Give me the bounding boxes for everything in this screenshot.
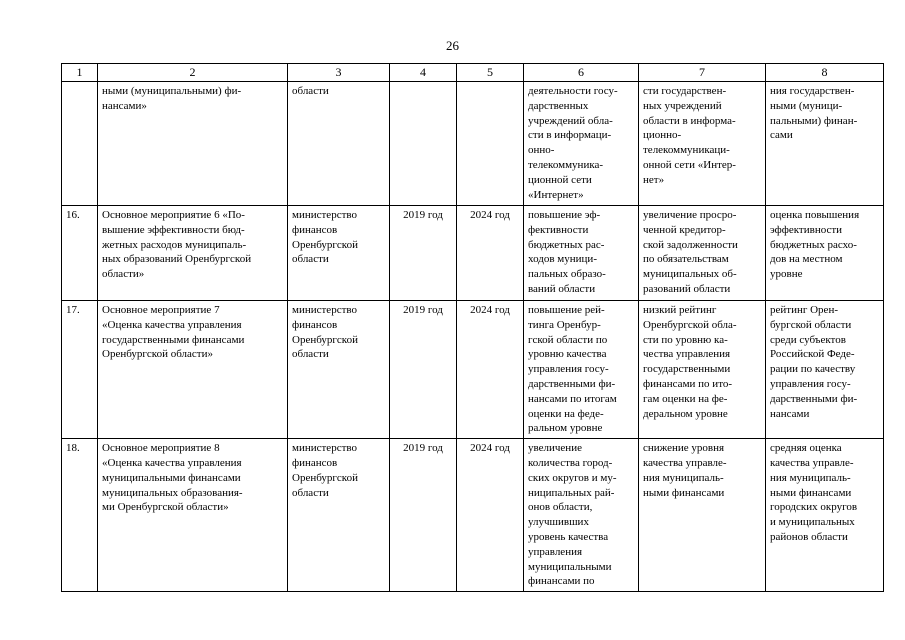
executor: министерство финансов Оренбургской области	[288, 439, 390, 592]
consequence: низкий рейтинг Оренбургской обла- сти по уровню ка- чества управления государственными финансами по ито- гам оценки на фе- деральном уровне	[639, 301, 766, 439]
indicator: оценка повышения эффективности бюджетных расхо- дов на местном уровне	[766, 206, 884, 301]
expected-result: повышение эф- фективности бюджетных рас- ходов муници- пальных образо- ваний области	[524, 206, 639, 301]
consequence: снижение уровня качества управле- ния муниципаль- ными финансами	[639, 439, 766, 592]
column-header: 6	[524, 64, 639, 82]
consequence: увеличение просро- ченной кредитор- ской задолженности по обязательствам муниципальных об- разований области	[639, 206, 766, 301]
page-number: 26	[446, 38, 459, 53]
table-row	[62, 439, 884, 592]
row-number: 16.	[62, 206, 98, 301]
table-row	[62, 82, 884, 206]
expected-result: повышение рей- тинга Оренбур- гской области по уровню качества управления госу- дарственными фи- нансами по итогам оценки на феде- ральном уровне	[524, 301, 639, 439]
column-header: 2	[98, 64, 288, 82]
row-number: 17.	[62, 301, 98, 439]
expected-result: деятельности госу- дарственных учреждений обла- сти в информаци- онно- телекоммуника- ционной сети «Интернет»	[524, 82, 639, 206]
measure-name: Основное мероприятие 8 «Оценка качества управления муниципальными финансами муниципальных образования- ми Оренбургской области»	[98, 439, 288, 592]
start-year	[390, 82, 457, 206]
expected-result: увеличение количества город- ских округов и му- ниципальных рай- онов области, улучшивших уровень качества управления муниципальными финансами по	[524, 439, 639, 592]
consequence: сти государствен- ных учреждений области в информа- ционно- телекоммуникаци- онной сети «Интер- нет»	[639, 82, 766, 206]
column-header: 5	[457, 64, 524, 82]
measure-name: ными (муниципальными) фи- нансами»	[98, 82, 288, 206]
start-year: 2019 год	[390, 301, 457, 439]
row-number: 18.	[62, 439, 98, 592]
row-number	[62, 82, 98, 206]
executor: министерство финансов Оренбургской области	[288, 206, 390, 301]
table-row	[62, 301, 884, 439]
indicator: ния государствен- ными (муници- пальными) финан- сами	[766, 82, 884, 206]
end-year: 2024 год	[457, 206, 524, 301]
end-year	[457, 82, 524, 206]
indicator: рейтинг Орен- бургской области среди субъектов Российской Феде- рации по качеству управления госу- дарственными фи- нансами	[766, 301, 884, 439]
header-row	[62, 64, 884, 82]
start-year: 2019 год	[390, 439, 457, 592]
column-header: 1	[62, 64, 98, 82]
measure-name: Основное мероприятие 6 «По- вышение эффективности бюд- жетных расходов муниципаль- ных образований Оренбургской области»	[98, 206, 288, 301]
column-header: 7	[639, 64, 766, 82]
column-header: 3	[288, 64, 390, 82]
measure-name: Основное мероприятие 7 «Оценка качества управления государственными финансами Оренбургской области»	[98, 301, 288, 439]
executor: области	[288, 82, 390, 206]
end-year: 2024 год	[457, 439, 524, 592]
column-header: 8	[766, 64, 884, 82]
executor: министерство финансов Оренбургской области	[288, 301, 390, 439]
table-row	[62, 206, 884, 301]
end-year: 2024 год	[457, 301, 524, 439]
column-header: 4	[390, 64, 457, 82]
indicator: средняя оценка качества управле- ния муниципаль- ными финансами городских округов и муниципальных районов области	[766, 439, 884, 592]
start-year: 2019 год	[390, 206, 457, 301]
measures-table	[61, 63, 884, 592]
